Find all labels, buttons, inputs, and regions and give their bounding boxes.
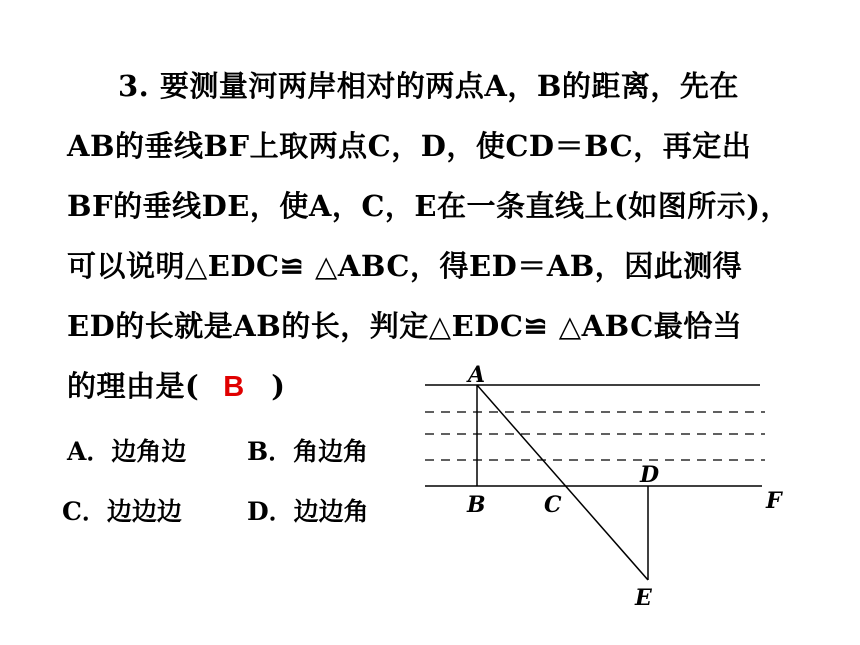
answer-letter: B	[223, 371, 245, 403]
problem-line-6	[67, 366, 286, 407]
option-c[interactable]: C．边边边	[62, 497, 182, 526]
problem-line-2: AB的垂线BF上取两点C，D，使CD＝BC，再定出	[67, 129, 752, 163]
problem-line-3: BF的垂线DE，使A，C，E在一条直线上(如图所示)，	[67, 189, 790, 223]
label-e: E	[635, 585, 652, 611]
problem-line-1: 3. 要测量河两岸相对的两点A，B的距离，先在	[118, 69, 739, 103]
option-d[interactable]: D．边边角	[247, 497, 369, 526]
label-f: F	[766, 488, 782, 514]
problem-line-6-prefix: 的理由是(	[67, 369, 200, 403]
option-b[interactable]: B．角边角	[247, 437, 369, 466]
label-b: B	[467, 492, 486, 518]
problem-line-6-suffix: )	[260, 369, 286, 403]
river-geometry-figure	[420, 362, 800, 612]
problem-line-5: ED的长就是AB的长，判定△EDC≌ △ABC最恰当	[67, 309, 743, 343]
problem-line-4: 可以说明△EDC≌ △ABC，得ED＝AB，因此测得	[67, 249, 743, 283]
label-c: C	[544, 492, 562, 518]
label-a: A	[468, 362, 486, 388]
label-d: D	[640, 462, 660, 488]
option-a[interactable]: A．边角边	[67, 437, 187, 466]
segment-ae	[477, 385, 648, 580]
